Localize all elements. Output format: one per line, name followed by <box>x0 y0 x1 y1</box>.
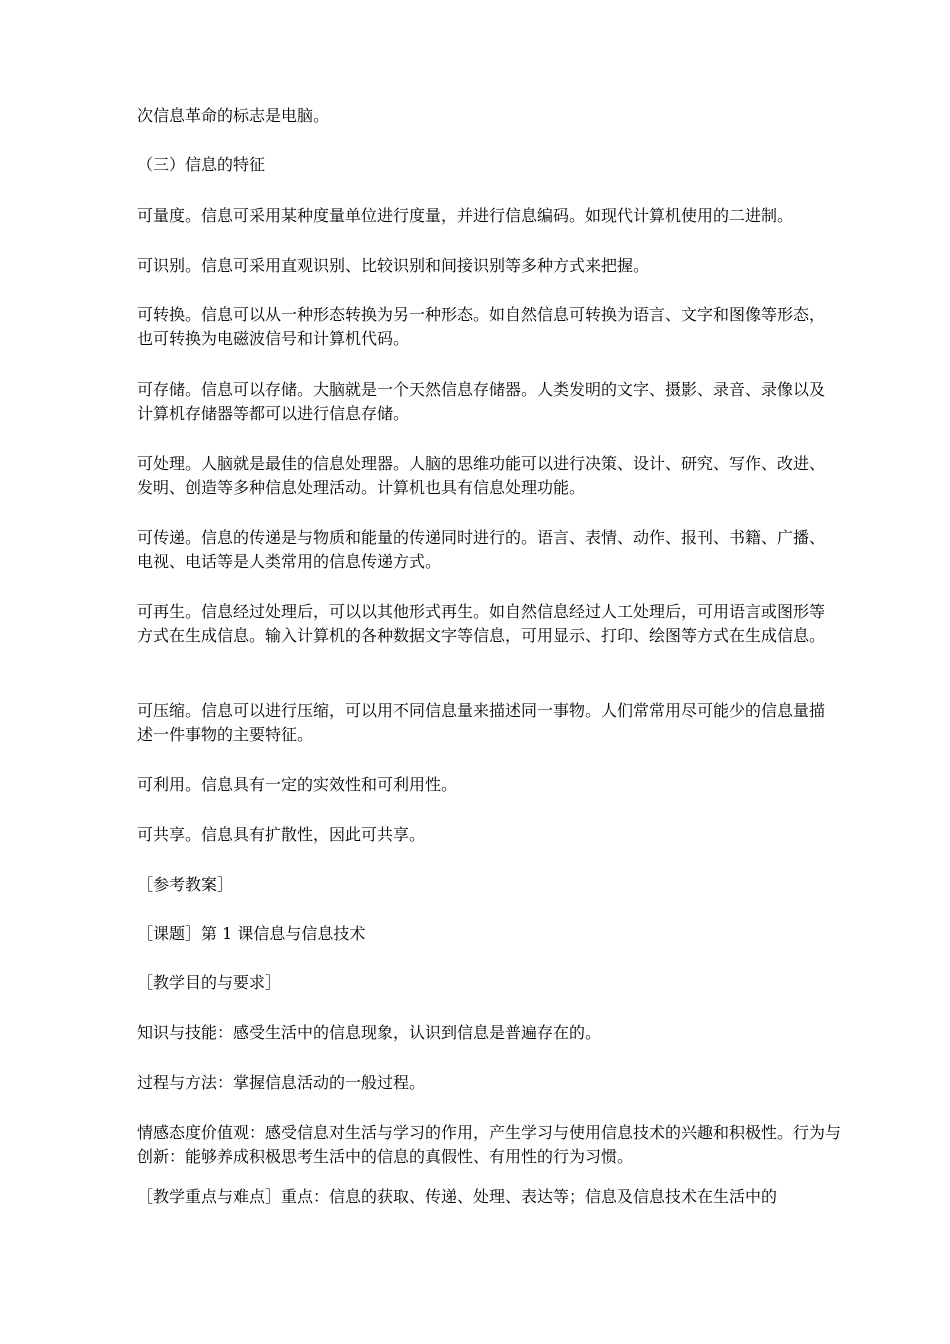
paragraph-process-method: 过程与方法：掌握信息活动的一般过程。 <box>137 1073 426 1092</box>
paragraph-info-revolution: 次信息革命的标志是电脑。 <box>137 106 330 125</box>
paragraph-storable: 可存储。信息可以存储。大脑就是一个天然信息存储器。人类发明的文字、摄影、录音、录像以及计算机存储器等都可以进行信息存储。 <box>137 380 826 423</box>
paragraph-usable: 可利用。信息具有一定的实效性和可利用性。 <box>137 775 458 794</box>
paragraph-key-points: ［教学重点与难点］重点：信息的获取、传递、处理、表达等；信息及信息技术在生活中的 <box>137 1187 778 1206</box>
heading-teaching-goals: ［教学目的与要求］ <box>137 973 282 992</box>
paragraph-processable: 可处理。人脑就是最佳的信息处理器。人脑的思维功能可以进行决策、设计、研究、写作、改进、发明、创造等多种信息处理活动。计算机也具有信息处理功能。 <box>137 454 826 497</box>
heading-reference-plan: ［参考教案］ <box>137 875 234 894</box>
paragraph-shareable: 可共享。信息具有扩散性，因此可共享。 <box>137 825 426 844</box>
section-heading-info-features: （三）信息的特征 <box>137 155 266 174</box>
paragraph-convertible: 可转换。信息可以从一种形态转换为另一种形态。如自然信息可转换为语言、文字和图像等形态，也可转换为电磁波信号和计算机代码。 <box>137 305 826 348</box>
paragraph-knowledge-skills: 知识与技能：感受生活中的信息现象，认识到信息是普遍存在的。 <box>137 1023 602 1042</box>
paragraph-identifiable: 可识别。信息可采用直观识别、比较识别和间接识别等多种方式来把握。 <box>137 256 650 275</box>
paragraph-measurable: 可量度。信息可采用某种度量单位进行度量，并进行信息编码。如现代计算机使用的二进制。 <box>137 206 794 225</box>
paragraph-compressible: 可压缩。信息可以进行压缩，可以用不同信息量来描述同一事物。人们常常用尽可能少的信息量描述一件事物的主要特征。 <box>137 701 826 744</box>
heading-lesson-topic: ［课题］第 1 课信息与信息技术 <box>137 924 366 943</box>
paragraph-attitude-values: 情感态度价值观：感受信息对生活与学习的作用，产生学习与使用信息技术的兴趣和积极性。行为与创新：能够养成积极思考生活中的信息的真假性、有用性的行为习惯。 <box>137 1123 842 1166</box>
paragraph-renewable: 可再生。信息经过处理后，可以以其他形式再生。如自然信息经过人工处理后，可用语言或图形等方式在生成信息。输入计算机的各种数据文字等信息，可用显示、打印、绘图等方式在生成信息。 <box>137 602 826 645</box>
paragraph-transmittable: 可传递。信息的传递是与物质和能量的传递同时进行的。语言、表情、动作、报刊、书籍、广播、电视、电话等是人类常用的信息传递方式。 <box>137 528 826 571</box>
